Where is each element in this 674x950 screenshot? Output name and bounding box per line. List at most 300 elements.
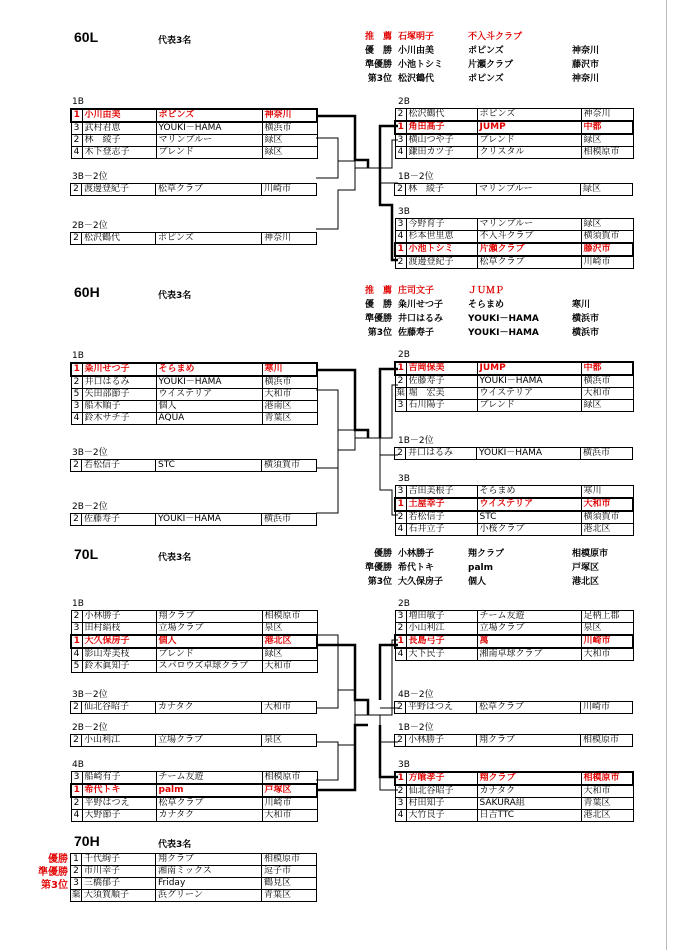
seed-cell: 2 [71,460,82,472]
table-row [71,866,317,878]
player-name-cell: 小山利江 [406,623,477,636]
result-rank: 推 薦 [364,32,392,42]
club-cell: SAKURA組 [477,798,581,810]
table-row [395,375,633,388]
player-name-cell: 仙北谷昭子 [82,702,156,714]
table-row [395,798,633,810]
area-cell: 港南区 [262,401,317,413]
table-row [395,184,633,196]
result-name: 小林勝子 [398,549,435,559]
club-cell: ブレンド [477,400,581,412]
area-cell: 大和市 [581,785,633,798]
club-cell: 個人 [156,635,262,648]
club-cell: 浜グリーン [156,890,262,902]
club-cell: 片瀬クラブ [477,243,581,256]
area-cell: 鶴見区 [262,878,317,890]
area-cell: 緑区 [581,219,633,231]
delegates-60l: 代表3名 [158,36,192,46]
result-area: 藤沢市 [572,60,600,70]
result-name: 石塚明子 [398,32,435,42]
result-70l-1 [346,561,632,575]
area-cell: 川崎市 [581,635,633,648]
area-cell: 港北区 [262,635,317,648]
club-cell: ウイステリア [477,388,581,400]
player-name-cell: 村田知子 [406,798,477,810]
club-cell: 個人 [156,401,262,413]
player-name-cell: 大下民子 [406,648,477,661]
area-cell: 緑区 [262,147,317,159]
result-60h-0 [346,284,632,298]
result-rank: 第3位 [367,328,392,338]
group-label: 2B－2位 [72,723,108,733]
group-table-70l-4b2 [394,701,633,714]
area-cell: 横浜市 [262,376,317,389]
result-name: 松沢鶴代 [398,74,435,84]
area-cell: 大和市 [262,810,317,822]
result-rank: 優勝 [373,549,392,559]
table-row [395,400,633,412]
group-table-60h-3b [394,485,634,536]
table-row [395,134,633,147]
group-table-60l-2b [394,108,634,159]
seed-cell: 2 [395,735,406,747]
area-cell: 相模原市 [581,772,633,785]
seed-cell: 2 [395,623,406,636]
player-name-cell: 松沢鶴代 [82,233,156,245]
club-cell: STC [477,511,581,524]
player-name-cell: 平野はつえ [82,797,156,810]
player-name-cell: 吉岡保美 [406,362,477,375]
area-cell: 神奈川 [262,109,317,122]
result-club: YOUKI－HAMA [468,314,539,324]
club-cell: JUMP [477,362,581,375]
player-name-cell: 木下登志子 [82,147,156,159]
group-label: 3B [398,207,410,217]
seed-cell: 2 [71,797,82,810]
club-cell: そらまめ [156,363,262,376]
club-cell: カナタク [156,702,262,714]
group-table-60l-3b [394,218,634,269]
result-club: 片瀬クラブ [468,60,514,70]
result-rank: 優 勝 [364,300,392,310]
group-label: 4B－2位 [398,690,434,700]
club-cell: YOUKI－HAMA [477,448,581,460]
table-row [395,219,633,231]
player-name-cell: 渡邊登紀子 [406,256,477,269]
player-name-cell: 方喰孝子 [406,772,477,785]
player-name-cell: 土屋幸子 [406,498,477,511]
area-cell: 青葉区 [262,890,317,902]
player-name-cell: 大須賀順子 [82,890,156,902]
seed-cell: 3 [71,772,82,785]
player-name-cell: 井口はるみ [82,376,156,389]
table-row [395,109,633,122]
area-cell: 戸塚区 [262,784,317,797]
area-cell: 横浜市 [581,375,633,388]
section-title-70h: 70H [74,833,100,849]
seed-cell: 2 [395,702,406,714]
seed-cell: 3 [395,611,406,623]
area-cell: 大和市 [581,648,633,661]
club-cell: STC [156,460,262,472]
club-cell: 立場クラブ [156,735,262,747]
seed-cell: 3 [395,400,406,412]
group-label: 2B [398,599,410,609]
result-area: 横浜市 [572,328,600,338]
player-name-cell: 林 綾子 [406,184,477,196]
club-cell: 翔クラブ [156,854,262,866]
table-row [71,890,317,902]
seed-cell: 1 [395,772,406,785]
seed-cell: 3 [71,878,82,890]
seed-cell: 1 [71,363,82,376]
result-club: そらまめ [468,300,505,310]
group-label: 3B－2位 [72,448,108,458]
group-table-60h-3b2 [70,459,317,472]
player-name-cell: 小池トシミ [406,243,477,256]
table-row [395,486,633,499]
table-row [395,524,633,536]
group-table-60l-1b2 [394,183,633,196]
player-name-cell: 影山寿美枝 [82,648,156,661]
result-rank: 準優勝 [364,60,392,70]
seed-cell: 1 [395,498,406,511]
group-table-70l-2b [394,610,634,661]
seed-cell: 4 [395,524,406,536]
seed-cell: 1 [71,784,82,797]
area-cell: 大和市 [581,498,633,511]
player-name-cell: 船崎有子 [82,772,156,785]
area-cell: 緑区 [581,134,633,147]
seed-cell: 5 [71,661,82,673]
area-cell: 緑区 [581,184,633,196]
result-70l-2 [346,575,632,589]
table-row [395,648,633,661]
area-cell: 緑区 [262,135,317,147]
table-row [71,376,317,389]
club-cell: ブレンド [477,134,581,147]
table-row [395,147,633,159]
group-table-60l-3b2 [70,183,317,196]
club-cell: palm [156,784,262,797]
area-cell: 川崎市 [262,184,317,196]
player-name-cell: 堀 宏美 [406,388,477,400]
result-name: 庄司文子 [398,286,435,296]
seed-cell: 4 [71,413,82,425]
result-area: 横浜市 [572,314,600,324]
club-cell: マリンブルー [156,135,262,147]
club-cell: YOUKI－HAMA [156,122,262,135]
result-rank: 準優勝 [364,314,392,324]
group-label: 4B [72,760,84,770]
player-name-cell: 横山つや子 [406,134,477,147]
area-cell: 神奈川 [581,109,633,122]
group-label: 3B－2位 [72,172,108,182]
player-name-cell: 田村絹枝 [82,623,156,636]
club-cell: カナタク [156,810,262,822]
result-name: 大久保房子 [398,577,444,587]
area-cell: 川崎市 [581,256,633,269]
result-70l-0 [346,547,632,561]
area-cell: 川崎市 [262,797,317,810]
result-club: palm [468,563,493,573]
result-name: 小池トシミ [398,60,444,70]
player-name-cell: 粂川せつ子 [82,363,156,376]
player-name-cell: 小林勝子 [406,735,477,747]
mark-runner-up: 準優勝 [38,867,68,878]
club-cell: YOUKI－HAMA [156,376,262,389]
seed-cell: 5 [71,389,82,401]
seed-cell: 棄 [395,388,405,398]
section-title-60l: 60L [74,29,99,45]
player-name-cell: 市川幸子 [82,866,156,878]
seed-cell: 2 [395,511,406,524]
seed-cell: 2 [395,448,406,460]
table-row [395,785,633,798]
area-cell: 横須賀市 [581,231,633,244]
area-cell: 大和市 [581,388,633,400]
result-name: 希代トキ [398,563,435,573]
group-label: 1B－2位 [398,172,434,182]
result-area: 神奈川 [572,74,600,84]
seed-cell: 2 [71,702,82,714]
seed-cell: 3 [71,401,82,413]
mark-third: 第3位 [41,880,68,891]
group-table-60l-2b2 [70,232,317,245]
table-row [395,231,633,244]
area-cell: 青葉区 [581,798,633,810]
player-name-cell: 大久保房子 [82,635,156,648]
seed-cell: 3 [395,134,406,147]
group-table-70l-1b [70,610,318,673]
table-row [71,648,317,661]
player-name-cell: 渡邊登紀子 [82,184,156,196]
club-cell: マリンブルー [477,219,581,231]
table-row [71,797,317,810]
result-area: 神奈川 [572,46,600,56]
table-row [395,810,633,822]
club-cell: 湘南卓球クラブ [477,648,581,661]
seed-cell: 2 [395,375,406,388]
club-cell: チーム友遊 [477,611,581,623]
table-row [395,448,633,460]
table-row [71,611,317,623]
club-cell: 松草クラブ [477,256,581,269]
club-cell: クリスタル [477,147,581,159]
table-row [71,233,317,245]
area-cell: 川崎市 [581,702,633,714]
player-name-cell: 大野節子 [82,810,156,822]
club-cell: 湘南ミックス [156,866,262,878]
player-name-cell: 佐藤寿子 [82,514,156,526]
area-cell: 相模原市 [262,772,317,785]
group-table-60l-1b [70,108,318,159]
seed-cell: 1 [71,854,82,866]
club-cell: ウイステリア [477,498,581,511]
group-label: 2B－2位 [72,221,108,231]
club-cell: YOUKI－HAMA [477,375,581,388]
seed-cell: 4 [395,147,406,159]
player-name-cell: 小山利江 [82,735,156,747]
table-row [71,772,317,785]
table-row [395,611,633,623]
table-row [395,388,633,400]
area-cell: 大和市 [262,702,317,714]
group-table-60h-1b2 [394,447,633,460]
area-cell: 緑区 [581,400,633,412]
club-cell: そらまめ [477,486,581,499]
club-cell: 松草クラブ [477,702,581,714]
table-row [71,135,317,147]
club-cell: 日吉TTC [477,810,581,822]
table-row [395,772,633,785]
result-rank: 優 勝 [364,46,392,56]
club-cell: 萬 [477,635,581,648]
table-row [395,243,633,256]
table-row [71,784,317,797]
seed-cell: 1 [395,243,406,256]
table-row [71,735,317,747]
result-rank: 第3位 [367,577,392,587]
delegates-70l: 代表3名 [158,553,192,563]
table-row [71,363,317,376]
club-cell: スパロウズ卓球クラブ [156,661,262,673]
result-rank: 推 薦 [364,286,392,296]
area-cell: 横浜市 [262,122,317,135]
club-cell: 立場クラブ [477,623,581,636]
table-row [395,702,633,714]
table-row [71,854,317,866]
area-cell: 中都 [581,362,633,375]
club-cell: YOUKI－HAMA [156,514,262,526]
player-name-cell: 船木順子 [82,401,156,413]
table-row [395,256,633,269]
result-rank: 第3位 [367,74,392,84]
result-club: ポピンズ [468,46,504,56]
seed-cell: 2 [71,866,82,878]
player-name-cell: 石川陽子 [406,400,477,412]
area-cell: 泉区 [581,623,633,636]
seed-cell: 2 [395,256,406,269]
result-club: 不入斗クラブ [468,32,523,42]
seed-cell: 3 [71,623,82,636]
area-cell: 相模原市 [262,611,317,623]
player-name-cell: 今野育子 [406,219,477,231]
group-table-70l-3b [394,771,634,822]
group-label: 3B－2位 [72,690,108,700]
table-row [71,661,317,673]
club-cell: 翔クラブ [477,772,581,785]
seed-cell: 2 [395,109,406,122]
player-name-cell: 若松信子 [82,460,156,472]
club-cell: 不入斗クラブ [477,231,581,244]
area-cell: 港北区 [581,810,633,822]
result-60l-1 [346,44,632,58]
player-name-cell: 小林勝子 [82,611,156,623]
table-row [71,122,317,135]
seed-cell: 2 [71,233,82,245]
table-row [71,413,317,425]
player-name-cell: 杉本世里恵 [406,231,477,244]
result-rank: 準優勝 [364,563,392,573]
player-name-cell: 佐藤寿子 [406,375,477,388]
group-label: 2B [398,97,410,107]
seed-cell: 3 [395,486,406,499]
club-cell: 立場クラブ [156,623,262,636]
club-cell: 翔クラブ [477,735,581,747]
table-row [395,635,633,648]
seed-cell: 棄 [71,890,81,900]
group-label: 2B－2位 [72,502,108,512]
result-area: 寒川 [572,300,591,310]
table-row [71,401,317,413]
table-row [395,735,633,747]
result-club: YOUKI－HAMA [468,328,539,338]
area-cell: 泉区 [262,623,317,636]
seed-cell: 4 [71,648,82,661]
club-cell: Friday [156,878,262,890]
group-table-70l-4b [70,771,318,822]
group-table-60h-2b [394,361,634,412]
group-table-70l-2b2 [70,734,317,747]
seed-cell: 1 [395,121,406,134]
area-cell: 神奈川 [262,233,317,245]
seed-cell: 2 [71,514,82,526]
result-club: 翔クラブ [468,549,505,559]
result-60l-2 [346,58,632,72]
area-cell: 泉区 [262,735,317,747]
player-name-cell: 小川由美 [82,109,156,122]
table-row [71,635,317,648]
club-cell: ウイステリア [156,389,262,401]
club-cell: ブレンド [156,648,262,661]
club-cell: AQUA [156,413,262,425]
table-row [395,121,633,134]
seed-cell: 3 [395,219,406,231]
group-label: 1B [72,351,84,361]
area-cell: 横浜市 [262,514,317,526]
seed-cell: 3 [71,122,82,135]
result-60h-1 [346,298,632,312]
area-cell: 横須賀市 [262,460,317,472]
group-table-60h-1b [70,362,318,425]
club-cell: 小桜クラブ [477,524,581,536]
seed-cell: 4 [71,147,82,159]
player-name-cell: 若松信子 [406,511,477,524]
area-cell: 逗子市 [262,866,317,878]
seed-cell: 4 [395,231,406,244]
result-name: 井口はるみ [398,314,444,324]
area-cell: 港北区 [581,524,633,536]
club-cell: カナタク [477,785,581,798]
player-name-cell: 角田高子 [406,121,477,134]
area-cell: 大和市 [262,389,317,401]
section-title-70l: 70L [74,546,99,562]
player-name-cell: 平野はつえ [406,702,477,714]
result-area: 戸塚区 [572,563,600,573]
result-60l-0 [346,30,632,44]
seed-cell: 4 [395,810,406,822]
result-name: 粂川せつ子 [398,300,444,310]
club-cell: 松草クラブ [156,184,262,196]
group-label: 1B－2位 [398,436,434,446]
section-title-60h: 60H [74,284,100,300]
area-cell: 横須賀市 [581,511,633,524]
seed-cell: 2 [71,135,82,147]
seed-cell: 1 [71,109,82,122]
result-club: ＪＵＭＰ [468,286,505,296]
result-60h-2 [346,312,632,326]
